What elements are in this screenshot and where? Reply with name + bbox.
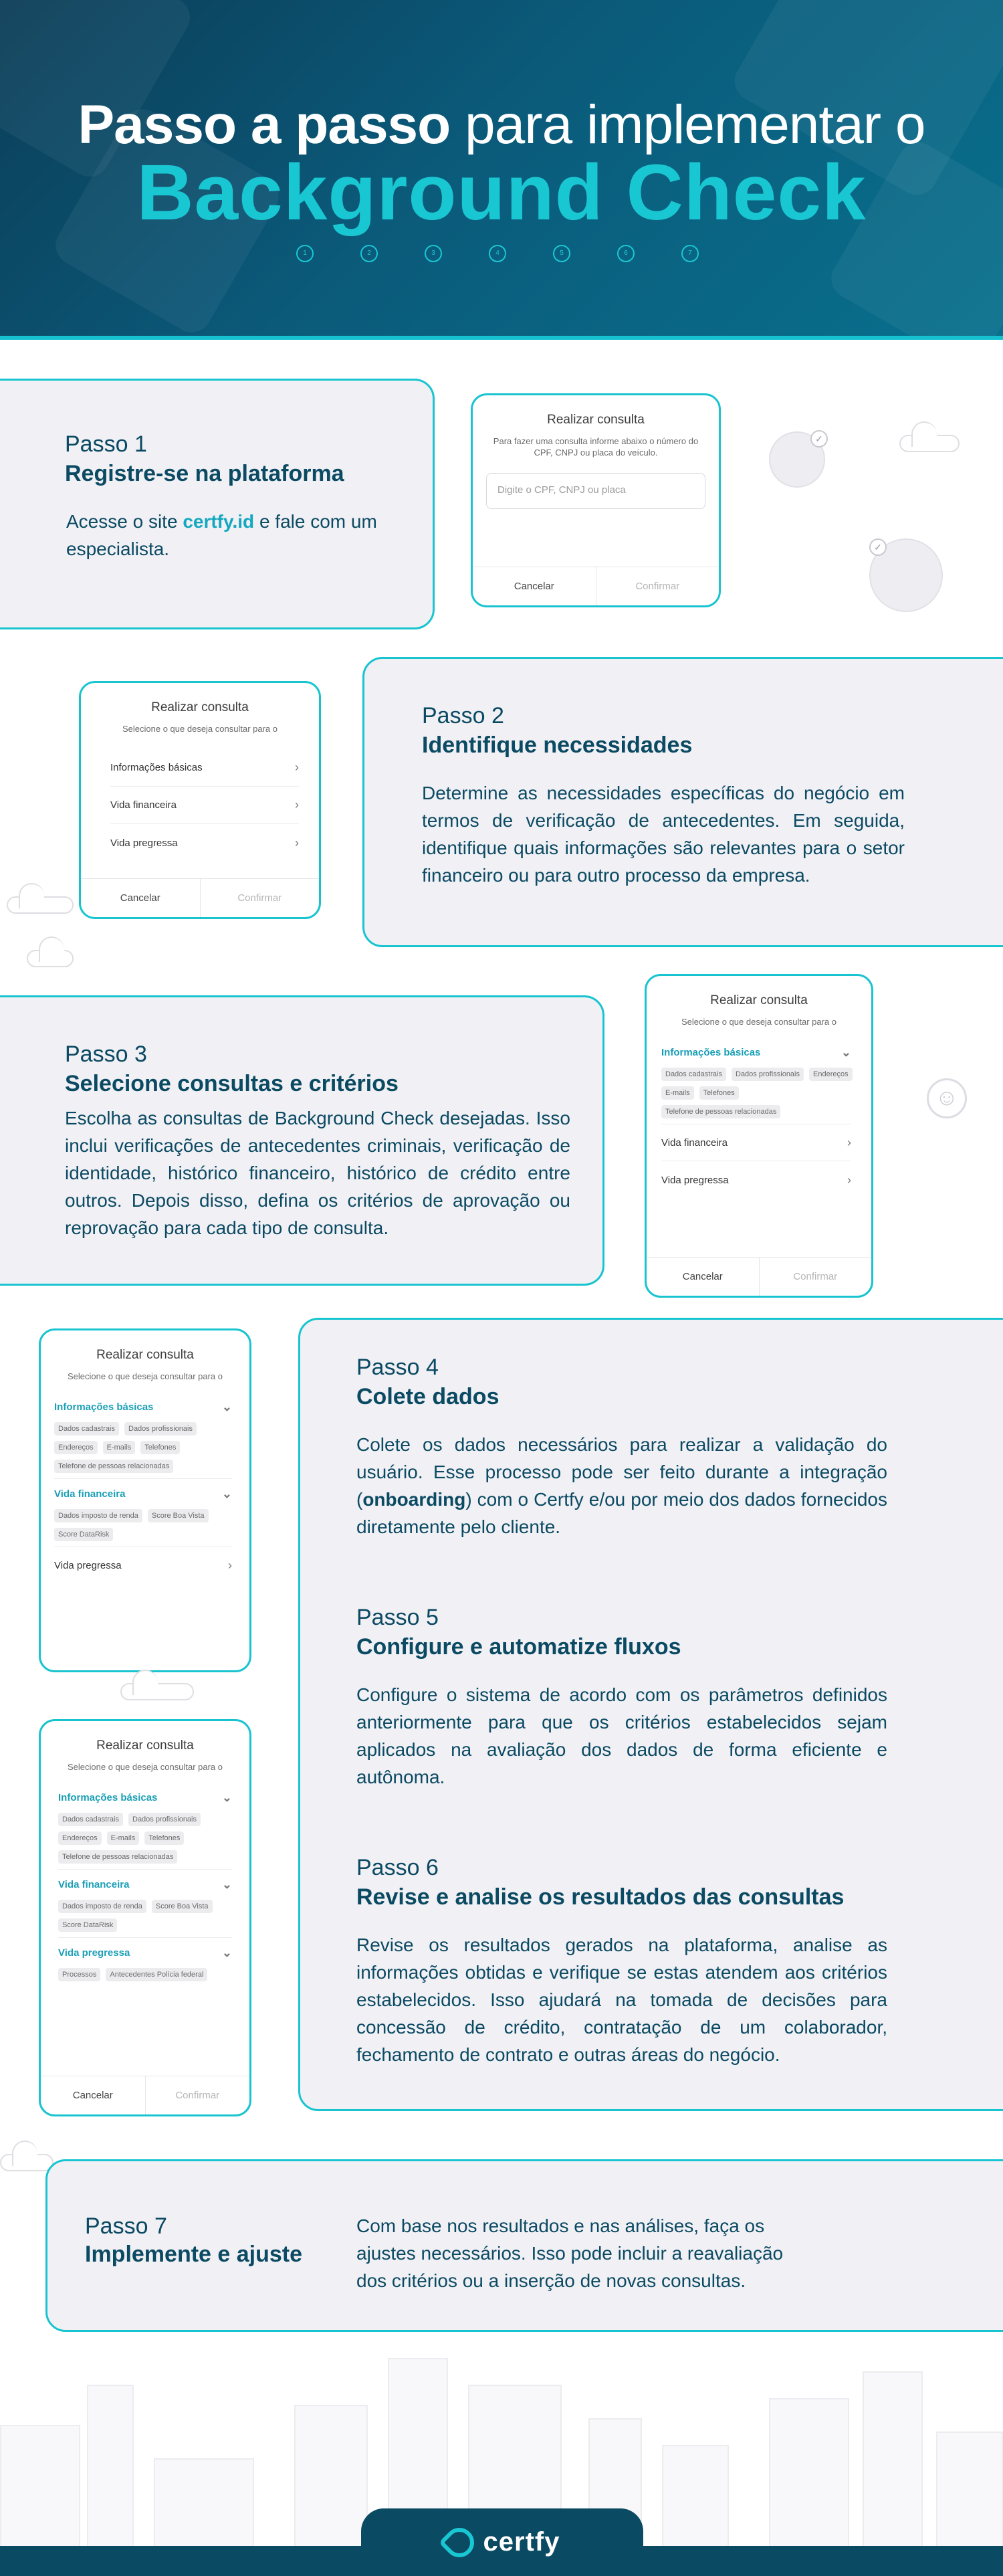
confirm-button[interactable]: Confirmar <box>175 2090 220 2101</box>
step-dot: 1 <box>296 245 314 262</box>
cloud-icon <box>7 896 74 914</box>
step-2-text: Determine as necessidades específicas do negócio em termos de verificação de antecedentes. Em seguida, identifique quais informações são relevantes para o setor financeiro ou para outro processo da empresa. <box>422 783 905 886</box>
chevron-down-icon: ⌄ <box>221 1399 232 1413</box>
confirm-button[interactable]: Confirmar <box>635 581 680 592</box>
brand-name: certfy <box>483 2527 560 2557</box>
step-dots <box>296 245 699 262</box>
building-shape <box>294 2405 368 2559</box>
building-shape <box>936 2432 1003 2559</box>
cloud-icon <box>120 1683 194 1700</box>
tag[interactable]: Dados profissionais <box>128 1813 201 1826</box>
cancel-button[interactable]: Cancelar <box>41 2076 146 2114</box>
step-6-text: Revise os resultados gerados na plataforma, analise as informações obtidas e verifique se estas atendem aos critérios estabelecidos. Isso ajudará na tomada de decisões para concessão de crédito, contratação de um colaborador, fechamento de contrato e outras áreas do negócio. <box>356 1935 887 2065</box>
step-dot: 2 <box>360 245 378 262</box>
section-label: Informações básicas <box>110 762 203 773</box>
step-dot: 3 <box>425 245 442 262</box>
steps-4-6-card <box>298 1318 1003 2111</box>
mockup-footer <box>81 878 319 917</box>
tag[interactable]: Telefone de pessoas relacionadas <box>58 1850 177 1864</box>
select-mockup <box>79 681 321 919</box>
building-shape <box>154 2458 254 2559</box>
tag[interactable]: Telefone de pessoas relacionadas <box>54 1460 173 1473</box>
tag[interactable]: Dados imposto de renda <box>58 1900 146 1913</box>
chevron-right-icon: › <box>295 798 299 811</box>
tag[interactable]: Processos <box>58 1968 100 1981</box>
cloud-icon <box>27 950 74 967</box>
step-3-number: Passo 3 <box>65 1042 147 1067</box>
cloud-icon <box>899 435 960 452</box>
building-shape <box>0 2425 80 2559</box>
section-basic-info[interactable] <box>110 749 299 787</box>
section-label: Vida financeira <box>110 799 177 811</box>
section-past-life[interactable] <box>661 1161 851 1199</box>
step-5-title: Configure e automatize fluxos <box>356 1634 681 1660</box>
section-label: Vida pregressa <box>54 1560 122 1571</box>
mockup-title: Realizar consulta <box>710 993 808 1007</box>
step-6-number: Passo 6 <box>356 1855 439 1880</box>
chevron-down-icon: ⌄ <box>221 1487 232 1500</box>
chevron-down-icon: ⌄ <box>221 1790 232 1804</box>
tag[interactable]: Endereços <box>54 1441 98 1454</box>
mockup-title: Realizar consulta <box>547 413 645 427</box>
select-mockup-financial <box>39 1328 251 1672</box>
step-7-card <box>45 2159 1003 2332</box>
mockup-footer <box>41 2076 249 2114</box>
tag[interactable]: E-mails <box>103 1441 136 1454</box>
mockup-title: Realizar consulta <box>151 700 249 714</box>
step-4-number: Passo 4 <box>356 1355 439 1380</box>
tag[interactable]: Dados cadastrais <box>58 1813 123 1826</box>
man-avatar-icon <box>869 538 943 612</box>
step-3-card <box>0 995 604 1286</box>
section-basic-info[interactable] <box>54 1391 232 1422</box>
chevron-down-icon: ⌄ <box>221 1878 232 1891</box>
confirm-button[interactable]: Confirmar <box>793 1271 838 1282</box>
building-shape <box>863 2371 923 2559</box>
chevron-right-icon: › <box>847 1173 851 1187</box>
smiley-icon: ☺ <box>927 1078 967 1118</box>
section-label: Vida pregressa <box>661 1174 729 1186</box>
step-2-card <box>362 657 1003 947</box>
mockup-subtitle: Selecione o que deseja consultar para o <box>68 1371 223 1381</box>
section-financial-life[interactable] <box>54 1478 232 1509</box>
chevron-right-icon: › <box>295 761 299 774</box>
building-shape <box>662 2445 729 2559</box>
certfy-logo-icon <box>438 2521 479 2563</box>
mockup-footer <box>647 1257 871 1296</box>
tag[interactable]: E-mails <box>107 1831 140 1845</box>
step-1-text <box>66 508 387 563</box>
search-mockup <box>471 393 721 607</box>
tag[interactable]: E-mails <box>661 1086 694 1100</box>
section-label: Vida financeira <box>661 1136 728 1149</box>
step-4-text-after: ) com o Certfy e/ou por meio dos dados fornecidos diretamente pelo cliente. <box>356 1489 887 1537</box>
step-6-title: Revise e analise os resultados das consultas <box>356 1884 845 1910</box>
basic-tags <box>54 1422 236 1473</box>
tag[interactable]: Telefone de pessoas relacionadas <box>661 1105 780 1118</box>
tag[interactable]: Dados cadastrais <box>54 1422 119 1435</box>
certfy-link[interactable]: certfy.id <box>183 511 255 532</box>
onboarding-term: onboarding <box>362 1489 466 1510</box>
tag[interactable]: Endereços <box>809 1068 853 1081</box>
chevron-right-icon: › <box>228 1559 232 1572</box>
step-7-text: Com base nos resultados e nas análises, faça os ajustes necessários. Isso pode incluir a reavaliação dos critérios ou a inserção de novas consultas. <box>356 2215 784 2291</box>
tag[interactable]: Score DataRisk <box>54 1528 113 1541</box>
tag[interactable]: Telefones <box>144 1831 184 1845</box>
section-basic-info[interactable] <box>58 1782 232 1813</box>
chevron-right-icon: › <box>847 1135 851 1149</box>
step-7-number: Passo 7 <box>85 2213 167 2239</box>
check-icon: ✓ <box>869 538 887 556</box>
financial-tags <box>54 1509 236 1541</box>
building-shape <box>87 2385 134 2559</box>
cloud-icon <box>0 2154 53 2171</box>
hero-header <box>0 0 1003 340</box>
mockup-subtitle: Selecione o que deseja consultar para o <box>681 1017 837 1027</box>
basic-tags <box>661 1068 858 1118</box>
woman-avatar-icon <box>769 431 825 488</box>
chevron-down-icon: ⌄ <box>841 1045 851 1059</box>
check-icon: ✓ <box>810 430 828 448</box>
mockup-footer <box>473 567 719 605</box>
past-tags <box>58 1968 236 1981</box>
mockup-subtitle: Selecione o que deseja consultar para o <box>122 724 277 734</box>
step-4-title: Colete dados <box>356 1384 499 1409</box>
step-1-text-after: e fale com um especialista. <box>66 511 377 559</box>
select-mockup-basic <box>645 974 873 1298</box>
confirm-button[interactable]: Confirmar <box>237 892 282 904</box>
cancel-button[interactable]: Cancelar <box>647 1258 760 1296</box>
tag[interactable]: Score Boa Vista <box>152 1900 213 1913</box>
step-1-text-before: Acesse o site <box>66 511 183 532</box>
mockup-subtitle: Selecione o que deseja consultar para o <box>68 1762 223 1772</box>
step-2-number: Passo 2 <box>422 703 504 728</box>
step-dot: 5 <box>553 245 570 262</box>
building-shape <box>769 2398 849 2559</box>
tag[interactable]: Antecedentes Polícia federal <box>106 1968 207 1981</box>
section-basic-info[interactable] <box>661 1037 851 1068</box>
section-label: Vida pregressa <box>58 1947 130 1959</box>
step-4-text-before: Colete os dados necessários para realizar a validação do usuário. Esse processo pode ser feito durante a integração ( <box>356 1434 887 1510</box>
section-label: Vida financeira <box>54 1488 126 1500</box>
step-dot: 6 <box>617 245 635 262</box>
section-past-life[interactable] <box>58 1937 232 1968</box>
section-label: Informações básicas <box>54 1401 154 1413</box>
section-past-life[interactable] <box>110 824 299 862</box>
tag[interactable]: Score Boa Vista <box>148 1509 209 1522</box>
cancel-button[interactable]: Cancelar <box>473 567 596 605</box>
section-label: Informações básicas <box>58 1791 158 1803</box>
section-financial-life[interactable] <box>110 787 299 824</box>
section-financial-life[interactable] <box>58 1869 232 1900</box>
tag[interactable]: Telefones <box>140 1441 180 1454</box>
hero-divider <box>0 336 1003 340</box>
section-label: Informações básicas <box>661 1046 761 1058</box>
tag[interactable]: Endereços <box>58 1831 102 1845</box>
financial-tags <box>58 1900 236 1932</box>
section-past-life[interactable] <box>54 1547 232 1584</box>
step-dot: 7 <box>681 245 699 262</box>
step-3-title: Selecione consultas e critérios <box>65 1071 399 1096</box>
cancel-button[interactable]: Cancelar <box>81 879 201 917</box>
section-label: Vida financeira <box>58 1879 130 1890</box>
mockup-subtitle: Para fazer uma consulta informe abaixo o número do CPF, CNPJ ou placa do veículo. <box>493 436 699 458</box>
document-search-input[interactable]: Digite o CPF, CNPJ ou placa <box>486 473 705 509</box>
mockup-title: Realizar consulta <box>96 1348 194 1362</box>
step-7-title: Implemente e ajuste <box>85 2242 303 2267</box>
tag[interactable]: Dados cadastrais <box>661 1068 726 1081</box>
chevron-down-icon: ⌄ <box>221 1946 232 1959</box>
basic-tags <box>58 1813 236 1864</box>
step-1-card <box>0 379 435 629</box>
step-1-number: Passo 1 <box>65 431 147 457</box>
hero-title-rest: para implementar o <box>465 94 925 155</box>
step-5-text: Configure o sistema de acordo com os parâmetros definidos anteriormente para que os critérios estabelecidos sejam aplicados na avaliação dos dados de forma eficiente e autônoma. <box>356 1684 887 1787</box>
section-financial-life[interactable] <box>661 1124 851 1161</box>
step-2-title: Identifique necessidades <box>422 732 693 758</box>
step-4-text <box>356 1431 887 1541</box>
chevron-right-icon: › <box>295 835 299 850</box>
step-5-number: Passo 5 <box>356 1605 439 1630</box>
footer-logo <box>361 2508 643 2576</box>
tag[interactable]: Score DataRisk <box>58 1918 117 1932</box>
select-mockup-full <box>39 1719 251 2116</box>
tag[interactable]: Dados profissionais <box>732 1068 804 1081</box>
section-label: Vida pregressa <box>110 837 178 849</box>
tag[interactable]: Dados imposto de renda <box>54 1509 142 1522</box>
hero-title-highlight: Background Check <box>136 148 867 237</box>
step-1-title: Registre-se na plataforma <box>65 461 344 486</box>
tag[interactable]: Dados profissionais <box>124 1422 197 1435</box>
hero-title-bold: Passo a passo <box>78 94 451 155</box>
step-dot: 4 <box>489 245 506 262</box>
tag[interactable]: Telefones <box>699 1086 739 1100</box>
mockup-title: Realizar consulta <box>96 1739 194 1753</box>
step-3-text: Escolha as consultas de Background Check desejadas. Isso inclui verificações de antecedentes criminais, verificação de identidade, histórico financeiro, histórico de crédito entre outros. Depois disso, defina os critérios de aprovação ou reprovação para cada tipo de consulta. <box>65 1108 570 1238</box>
